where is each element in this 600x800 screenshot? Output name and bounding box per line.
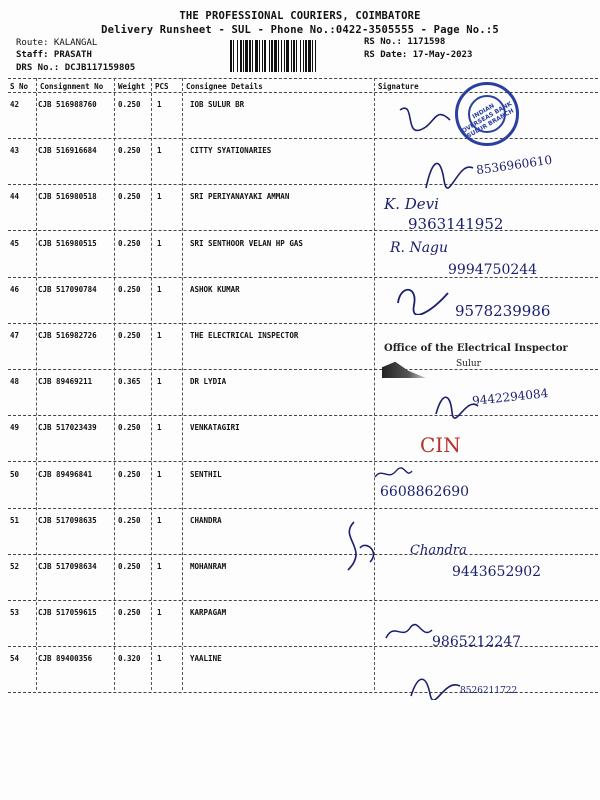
row-weight: 0.250 [118,239,141,248]
signature-scribble-42 [395,100,455,140]
row-consignee: MOHANRAM [190,562,227,571]
row-sno: 48 [10,377,20,386]
col-header-consignee: Consignee Details [186,82,263,91]
row-weight: 0.250 [118,146,141,155]
row-consignment-no: CJB 89496841 [38,470,93,479]
row-weight: 0.320 [118,654,141,663]
signature-phone-45: 9994750244 [448,262,538,278]
signature-text-49: CIN [420,433,461,457]
column-divider [151,78,152,690]
row-sno: 54 [10,654,20,663]
rs-date: RS Date: 17-May-2023 [364,50,473,60]
col-header-consignment: Consignment No [40,82,104,91]
route-label: Route: KALANGAL [16,38,98,48]
document-subtitle: Delivery Runsheet - SUL - Phone No.:0422-3505555 - Page No.:5 [101,24,499,36]
row-consignment-no: CJB 89400356 [38,654,93,663]
row-consignment-no: CJB 517059615 [38,608,97,617]
row-pcs: 1 [157,192,162,201]
stamp-office-line2: Sulur [456,359,481,369]
row-pcs: 1 [157,331,162,340]
row-consignee: VENKATAGIRI [190,423,240,432]
signature-scribble-46 [392,283,452,315]
header-top-rule [8,78,598,79]
row-sno: 52 [10,562,20,571]
signature-name-45: R. Nagu [390,240,449,256]
barcode [230,40,360,72]
row-separator [8,184,598,185]
row-sno: 46 [10,285,20,294]
row-separator [8,323,598,324]
row-consignment-no: CJB 516916684 [38,146,97,155]
row-weight: 0.250 [118,516,141,525]
signature-scribble-51 [334,518,386,578]
col-header-weight: Weight [118,82,146,91]
row-consignment-no: CJB 516980515 [38,239,97,248]
row-separator [8,600,598,601]
row-sno: 43 [10,146,20,155]
row-consignment-no: CJB 516982726 [38,331,97,340]
row-weight: 0.365 [118,377,141,386]
signature-phone-48: 9442294084 [471,386,549,408]
signature-scribble-54 [408,670,462,700]
row-pcs: 1 [157,562,162,571]
signature-scribble-53 [384,620,434,644]
row-separator [8,461,598,462]
row-consignment-no: CJB 516988760 [38,100,97,109]
stamp-text: INDIAN OVERSEAS BANK SULUR BRANCH [460,100,516,140]
row-consignee: DR LYDIA [190,377,227,386]
row-separator [8,369,598,370]
row-sno: 50 [10,470,20,479]
signature-phone-44: 9363141952 [408,215,504,233]
row-sno: 53 [10,608,20,617]
row-sno: 49 [10,423,20,432]
signature-phone-54: 8526211722 [460,686,518,696]
row-weight: 0.250 [118,562,141,571]
signature-phone-50: 6608862690 [380,484,470,500]
row-weight: 0.250 [118,470,141,479]
row-sno: 42 [10,100,20,109]
row-consignee: ASHOK KUMAR [190,285,240,294]
row-weight: 0.250 [118,423,141,432]
row-pcs: 1 [157,516,162,525]
signature-scribble-43 [418,150,478,192]
row-weight: 0.250 [118,192,141,201]
row-sno: 47 [10,331,20,340]
row-weight: 0.250 [118,285,141,294]
row-sno: 45 [10,239,20,248]
row-consignment-no: CJB 517090784 [38,285,97,294]
signature-name-44: K. Devi [384,195,439,213]
row-consignment-no: CJB 516980518 [38,192,97,201]
signature-scribble-50 [372,465,414,485]
stamp-office-line1: Office of the Electrical Inspector [384,343,568,354]
signature-name-52: Chandra [410,543,467,558]
row-pcs: 1 [157,239,162,248]
signature-phone-43: 8536960610 [475,152,553,178]
bank-stamp [455,82,519,146]
col-header-sno: S No [10,82,29,91]
row-separator [8,554,598,555]
row-pcs: 1 [157,654,162,663]
row-consignee: SRI SENTHOOR VELAN HP GAS [190,239,303,248]
column-divider [182,78,183,690]
drs-number: DRS No.: DCJB117159805 [16,63,136,73]
row-separator [8,230,598,231]
row-separator [8,415,598,416]
row-weight: 0.250 [118,331,141,340]
row-weight: 0.250 [118,608,141,617]
signature-phone-52: 9443652902 [452,564,542,580]
row-pcs: 1 [157,608,162,617]
row-consignment-no: CJB 517098634 [38,562,97,571]
row-pcs: 1 [157,146,162,155]
row-consignee: CHANDRA [190,516,222,525]
row-consignee: THE ELECTRICAL INSPECTOR [190,331,299,340]
barcode-bar [316,40,317,72]
column-divider [114,78,115,690]
row-pcs: 1 [157,285,162,294]
row-consignment-no: CJB 89469211 [38,377,93,386]
row-consignee: IOB SULUR BR [190,100,245,109]
staff-label: Staff: PRASATH [16,50,92,60]
row-consignment-no: CJB 517023439 [38,423,97,432]
row-consignee: YAALINE [190,654,222,663]
document-title: THE PROFESSIONAL COURIERS, COIMBATORE [179,10,421,22]
signature-phone-53: 9865212247 [432,634,522,650]
col-header-signature: Signature [378,82,419,91]
row-pcs: 1 [157,423,162,432]
row-sno: 44 [10,192,20,201]
rs-number: RS No.: 1171598 [364,37,446,47]
signature-phone-46: 9578239986 [455,302,551,320]
row-consignee: KARPAGAM [190,608,227,617]
column-divider [36,78,37,690]
row-sno: 51 [10,516,20,525]
row-pcs: 1 [157,100,162,109]
row-weight: 0.250 [118,100,141,109]
row-consignment-no: CJB 517098635 [38,516,97,525]
column-divider [374,78,375,690]
row-consignee: CITTY SYATIONARIES [190,146,272,155]
row-consignee: SRI PERIYANAYAKI AMMAN [190,192,290,201]
col-header-pcs: PCS [155,82,169,91]
row-pcs: 1 [157,377,162,386]
row-separator [8,138,598,139]
row-pcs: 1 [157,470,162,479]
row-consignee: SENTHIL [190,470,222,479]
row-separator [8,508,598,509]
